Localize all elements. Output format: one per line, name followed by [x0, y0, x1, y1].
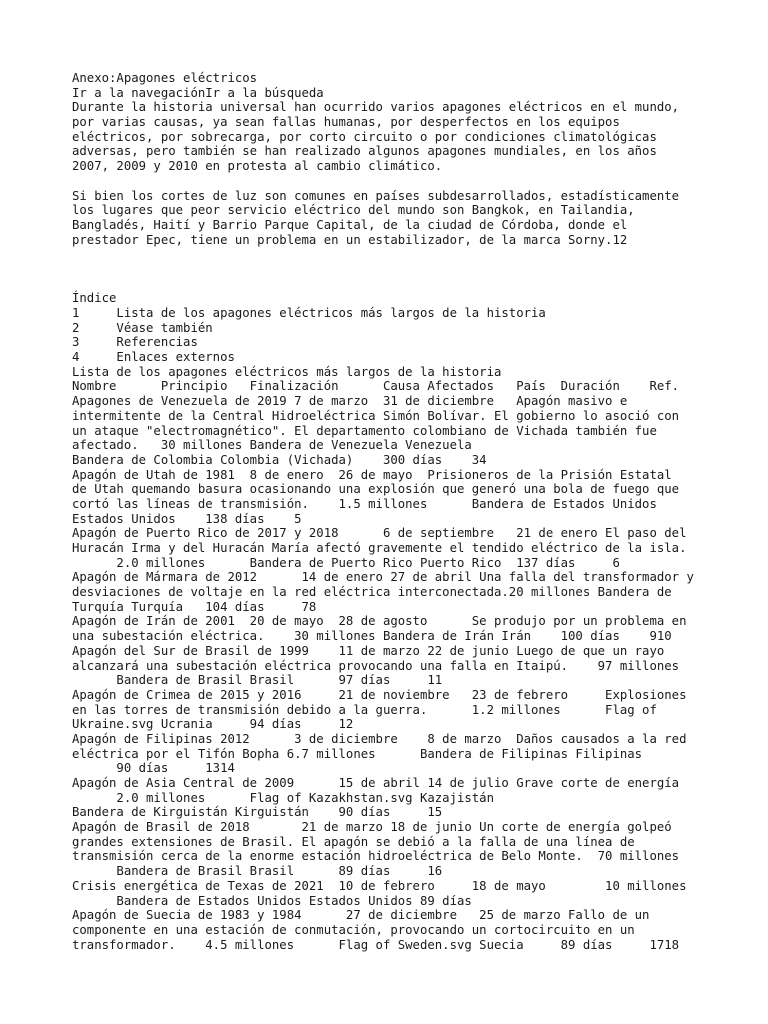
text-line: Apagón de Asia Central de 2009 15 de abril 14 de julio Grave corte de energía — [72, 776, 680, 790]
text-line: Durante la historia universal han ocurrido varios apagones eléctricos en el mundo, — [72, 100, 680, 115]
text-line: Apagón de Irán de 2001 20 de mayo 28 de agosto Se produjo por un problema en — [72, 614, 687, 629]
text-line: alcanzará una subestación eléctrica provocando una falla en Itaipú. 97 millones — [72, 658, 680, 673]
text-line: Si bien los cortes de luz son comunes en países subdesarrollados, estadísticamente — [72, 188, 680, 203]
text-line: un ataque "electromagnético". El departamento colombiano de Vichada también fue — [72, 423, 657, 438]
text-line: 2.0 millones Bandera de Puerto Rico Puerto Rico 137 días 6 — [72, 555, 620, 570]
text-line: 2 Véase también — [72, 320, 213, 335]
text-line: Apagón de Crimea de 2015 y 2016 21 de noviembre 23 de febrero Explosiones — [72, 687, 687, 702]
text-line: Bandera de Colombia Colombia (Vichada) 300 días 34 — [72, 452, 487, 467]
text-line: Bangladés, Haití y Barrio Parque Capital, de la ciudad de Córdoba, donde el — [72, 217, 628, 232]
text-line: transformador. 4.5 millones Flag of Sweden.svg Suecia 89 días 1718 — [72, 937, 680, 952]
text-line: Apagón de Suecia de 1983 y 1984 27 de diciembre 25 de marzo Fallo de un — [72, 908, 650, 923]
blank-line — [72, 277, 752, 292]
text-line: cortó las líneas de transmisión. 1.5 millones Bandera de Estados Unidos — [72, 496, 657, 511]
text-line: Apagón de Brasil de 2018 21 de marzo 18 de junio Un corte de energía golpeó — [72, 820, 672, 835]
text-line: eléctricos, por sobrecarga, por corto circuito o por condiciones climatológicas — [72, 129, 657, 144]
text-line: 90 días 1314 — [72, 761, 235, 776]
text-line: 3 Referencias — [72, 335, 198, 350]
text-line: Bandera de Brasil Brasil 97 días 11 — [72, 673, 443, 688]
text-line: de Utah quemando basura ocasionando una explosión que generó una bola de fuego que — [72, 482, 680, 497]
text-line: 4 Enlaces externos — [72, 350, 235, 365]
document-text — [72, 71, 752, 952]
text-line: Ir a la navegaciónIr a la búsqueda — [72, 85, 324, 100]
text-line: Bandera de Estados Unidos Estados Unidos 89 días — [72, 893, 472, 908]
text-line: Estados Unidos 138 días 5 — [72, 511, 302, 526]
blank-line — [72, 174, 752, 189]
text-line: Crisis energética de Texas de 2021 10 de febrero 18 de mayo 10 millones — [72, 878, 687, 893]
page-title: Anexo:Apagones eléctricos — [72, 71, 258, 85]
text-line: Apagón de Utah de 1981 8 de enero 26 de mayo Prisioneros de la Prisión Estatal — [72, 467, 672, 482]
text-line: por varias causas, ya sean fallas humanas, por desperfectos en los equipos — [72, 115, 620, 130]
text-line: Bandera de Brasil Brasil 89 días 16 — [72, 864, 443, 879]
text-line: Ukraine.svg Ucrania 94 días 12 — [72, 717, 354, 732]
blank-line — [72, 262, 752, 277]
text-line: afectado. 30 millones Bandera de Venezuela Venezuela — [72, 438, 472, 453]
text-line: Apagón del Sur de Brasil de 1999 11 de marzo 22 de junio Luego de que un rayo — [72, 643, 665, 658]
text-line: Bandera de Kirguistán Kirguistán 90 días 15 — [72, 805, 443, 820]
text-line: eléctrica por el Tifón Bopha 6.7 millones Bandera de Filipinas Filipinas — [72, 746, 643, 761]
text-line: los lugares que peor servicio eléctrico del mundo son Bangkok, en Tailandia, — [72, 203, 635, 218]
text-line: componente en una estación de conmutación, provocando un cortocircuito en un — [72, 922, 635, 937]
text-line: grandes extensiones de Brasil. El apagón se debió a la falla de una línea de — [72, 834, 635, 849]
text-line: Nombre Principio Finalización Causa Afectados País Duración Ref. — [72, 379, 680, 394]
text-line: Huracán Irma y del Huracán María afectó gravemente el tendido eléctrico de la isla. — [72, 541, 687, 555]
text-line: una subestación eléctrica. 30 millones Bandera de Irán Irán 100 días 910 — [72, 629, 672, 644]
text-line: Apagón de Filipinas 2012 3 de diciembre 8 de marzo Daños causados a la red — [72, 731, 687, 746]
text-line: en las torres de transmisión debido a la guerra. 1.2 millones Flag of — [72, 702, 657, 717]
text-line: Índice — [72, 291, 117, 306]
blank-line — [72, 247, 752, 262]
text-line: intermitente de la Central Hidroeléctrica Simón Bolívar. El gobierno lo asoció con — [72, 408, 680, 423]
text-line: Lista de los apagones eléctricos más largos de la historia — [72, 364, 502, 379]
text-line: adversas, pero también se han realizado algunos apagones mundiales, en los años — [72, 144, 657, 159]
text-line: Apagón de Mármara de 2012 14 de enero 27 de abril Una falla del transformador y — [72, 570, 694, 585]
text-line: desviaciones de voltaje en la red eléctrica interconectada.20 millones Bandera de — [72, 585, 672, 600]
text-line: prestador Epec, tiene un problema en un estabilizador, de la marca Sorny.12 — [72, 232, 628, 247]
text-line: transmisión cerca de la enorme estación hidroeléctrica de Belo Monte. 70 millones — [72, 849, 680, 864]
text-line: 2007, 2009 y 2010 en protesta al cambio climático. — [72, 159, 443, 174]
text-line: 1 Lista de los apagones eléctricos más largos de la historia — [72, 306, 546, 320]
text-line: Apagón de Puerto Rico de 2017 y 2018 6 de septiembre 21 de enero El paso del — [72, 526, 687, 541]
text-line: Apagones de Venezuela de 2019 7 de marzo 31 de diciembre Apagón masivo e — [72, 394, 628, 409]
text-line: 2.0 millones Flag of Kazakhstan.svg Kazajistán — [72, 790, 494, 805]
text-line: Turquía Turquía 104 días 78 — [72, 599, 317, 614]
